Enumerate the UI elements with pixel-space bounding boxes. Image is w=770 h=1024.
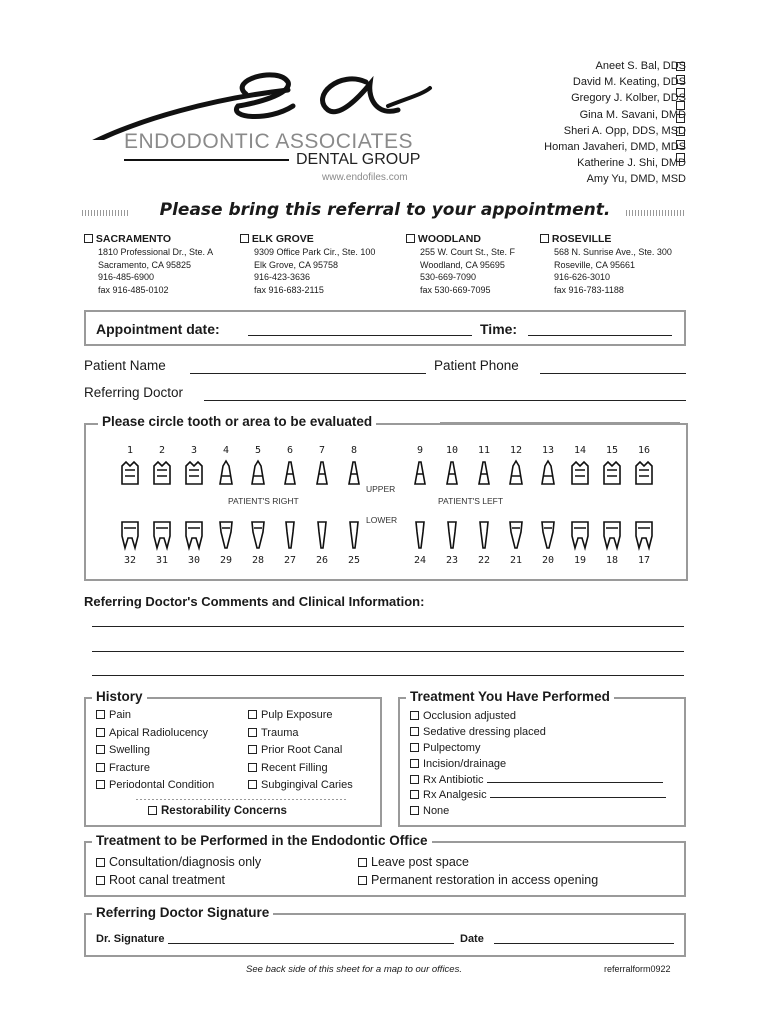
referring-doctor-field[interactable] (204, 389, 686, 401)
tooth-outline (572, 462, 588, 484)
upper-tooth-icon[interactable] (246, 458, 270, 492)
office-name: WOODLAND (417, 233, 481, 245)
tooth-number: 20 (541, 555, 555, 566)
office-line: 568 N. Sunrise Ave., Ste. 300 (554, 247, 672, 257)
treatment-performed-list (410, 710, 666, 821)
patient-name-label: Patient Name (84, 358, 166, 373)
lower-tooth-icon[interactable] (182, 518, 206, 552)
history-option: Pulp Exposure (261, 709, 333, 721)
endo-option (358, 855, 469, 869)
tooth-number: 16 (637, 445, 651, 456)
lower-label: LOWER (366, 515, 398, 525)
lower-tooth-icon[interactable] (504, 518, 528, 552)
lower-tooth-icon[interactable] (342, 518, 366, 552)
treatment-checkbox[interactable] (410, 790, 419, 799)
office-woodland (406, 232, 536, 296)
rx-antibiotic-field[interactable] (487, 774, 663, 783)
tooth-number: 9 (416, 445, 424, 456)
restorability-checkbox[interactable] (148, 806, 157, 815)
tooth-number: 29 (219, 555, 233, 566)
office-line: 1810 Professional Dr., Ste. A (98, 247, 214, 257)
tooth-outline (636, 462, 652, 484)
office-line: 916-626-3010 (554, 272, 611, 282)
referring-doctor-row (84, 385, 183, 400)
lower-tooth-icon[interactable] (310, 518, 334, 552)
comment-line[interactable] (92, 626, 684, 627)
office-line: fax 530-669-7095 (420, 284, 491, 295)
office-roseville (540, 232, 690, 296)
date-field[interactable] (494, 934, 674, 944)
history-option: Pain (109, 709, 132, 721)
tooth-outline (154, 462, 170, 484)
tooth-outline (448, 522, 456, 548)
upper-tooth-numbers (118, 445, 654, 459)
upper-tooth-icon[interactable] (536, 458, 560, 492)
history-option: Periodontal Condition (109, 779, 215, 791)
tooth-outline (286, 522, 294, 548)
office-line: fax 916-485-0102 (98, 284, 169, 295)
doctor-checkbox[interactable] (676, 140, 685, 149)
patient-left-label: PATIENT'S LEFT (438, 496, 504, 506)
upper-tooth-icon[interactable] (278, 458, 302, 492)
lower-tooth-numbers (118, 555, 654, 569)
upper-tooth-icon[interactable] (504, 458, 528, 492)
tooth-outline (447, 462, 457, 484)
doctor-name: Homan Javaheri, DMD, MDS (544, 141, 686, 154)
office-line: Elk Grove, CA 95758 (254, 259, 339, 270)
history-checkbox[interactable] (96, 728, 105, 737)
tooth-number: 11 (477, 445, 491, 456)
tooth-outline (318, 522, 326, 548)
history-option: Subgingival Caries (261, 779, 353, 791)
appointment-date-field[interactable] (248, 324, 472, 336)
tooth-number: 10 (445, 445, 459, 456)
history-checkbox[interactable] (96, 763, 105, 772)
upper-tooth-icon[interactable] (568, 458, 592, 492)
office-line: 9309 Office Park Cir., Ste. 100 (254, 247, 376, 257)
tooth-number: 21 (509, 555, 523, 566)
office-line: 255 W. Court St., Ste. F (420, 247, 516, 257)
treatment-checkbox[interactable] (410, 711, 419, 720)
dr-signature-label: Dr. Signature (96, 933, 165, 945)
tooth-outline (479, 462, 489, 484)
treatment-option: Sedative dressing placed (423, 725, 546, 738)
tooth-number: 6 (286, 445, 294, 456)
history-col-2 (248, 709, 353, 797)
upper-tooth-icon[interactable] (118, 458, 142, 492)
history-divider (136, 799, 346, 800)
dr-signature-field[interactable] (168, 934, 454, 944)
tooth-outline (349, 462, 359, 484)
tooth-number: 12 (509, 445, 523, 456)
time-field[interactable] (528, 324, 672, 336)
patient-phone-label: Patient Phone (434, 358, 519, 373)
tooth-number: 28 (251, 555, 265, 566)
history-checkbox[interactable] (96, 780, 105, 789)
endo-option (358, 873, 598, 887)
lower-tooth-icon[interactable] (600, 518, 624, 552)
treatment-checkbox[interactable] (410, 759, 419, 768)
doctor-checkbox[interactable] (676, 62, 685, 71)
restorability-option (148, 805, 287, 817)
comment-line[interactable] (92, 675, 684, 676)
tooth-number: 22 (477, 555, 491, 566)
tooth-number: 8 (350, 445, 358, 456)
doctor-name: Gregory J. Kolber, DDS (571, 92, 686, 105)
office-name: ELK GROVE (251, 233, 314, 245)
tooth-outline (186, 522, 202, 548)
tooth-outline (542, 461, 554, 484)
office-line: 916-423-3636 (254, 272, 311, 282)
tooth-number: 25 (347, 555, 361, 566)
tooth-outline (285, 462, 295, 484)
endo-option (96, 873, 225, 887)
headline: Please bring this referral to your appointment. (159, 200, 611, 220)
office-checkbox[interactable] (540, 234, 549, 243)
upper-tooth-icon[interactable] (342, 458, 366, 492)
endo-checkbox[interactable] (358, 876, 367, 885)
endo-option-label: Leave post space (371, 855, 469, 869)
history-option: Recent Filling (261, 761, 328, 774)
tooth-number: 24 (413, 555, 427, 566)
tooth-number: 5 (254, 445, 262, 456)
office-line: Sacramento, CA 95825 (98, 259, 192, 270)
endo-checkbox[interactable] (358, 858, 367, 867)
tooth-number: 4 (222, 445, 230, 456)
endo-treatment-panel (84, 841, 686, 897)
doctor-name: Aneet S. Bal, DDS (595, 60, 686, 72)
history-option: Swelling (109, 744, 150, 756)
treatment-checkbox[interactable] (410, 806, 419, 815)
comment-line[interactable] (92, 651, 684, 652)
tooth-outline (415, 462, 425, 484)
office-checkbox[interactable] (406, 234, 415, 243)
logo-group: DENTAL GROUP (296, 151, 421, 168)
history-option: Prior Root Canal (261, 744, 343, 756)
tooth-number: 14 (573, 445, 587, 456)
tooth-outline (186, 462, 202, 484)
lower-tooth-icon[interactable] (246, 518, 270, 552)
logo (78, 60, 448, 188)
history-checkbox[interactable] (248, 745, 257, 754)
doctor-checkboxes (676, 58, 685, 165)
upper-tooth-icon[interactable] (632, 458, 656, 492)
headline-rule-right (626, 210, 686, 216)
history-title: History (92, 689, 147, 704)
tooth-number: 19 (573, 555, 587, 566)
history-option: Apical Radiolucency (109, 726, 209, 739)
endo-option (96, 855, 261, 869)
treatment-option: Rx Analgesic (423, 789, 487, 802)
upper-tooth-icon[interactable] (472, 458, 496, 492)
office-checkbox[interactable] (240, 234, 249, 243)
office-line: 530-669-7090 (420, 272, 477, 282)
patient-phone-field[interactable] (540, 362, 686, 374)
tooth-outline (636, 522, 652, 548)
tooth-outline (220, 461, 232, 484)
doctor-checkbox[interactable] (676, 88, 685, 97)
office-line: fax 916-683-2115 (254, 284, 324, 295)
patient-right-label: PATIENT'S RIGHT (228, 496, 299, 506)
tooth-outline (510, 461, 522, 484)
tooth-outline (252, 461, 264, 484)
history-checkbox[interactable] (96, 745, 105, 754)
office-elk-grove (240, 232, 400, 296)
treatment-option: Incision/drainage (423, 757, 507, 770)
ea-monogram-logo (78, 60, 448, 140)
patient-name-row (84, 358, 166, 373)
history-col-1 (96, 709, 214, 797)
lower-tooth-icon[interactable] (118, 518, 142, 552)
rx-analgesic-field[interactable] (490, 789, 666, 798)
upper-label: UPPER (366, 484, 396, 494)
treatment-option: Pulpectomy (423, 741, 481, 754)
endo-option-label: Root canal treatment (109, 873, 226, 887)
tooth-outline (480, 522, 488, 548)
tooth-number: 23 (445, 555, 459, 566)
patient-phone-row (434, 358, 519, 373)
tooth-outline (252, 522, 264, 548)
doctor-name: David M. Keating, DDS (572, 76, 686, 89)
history-option: Fracture (109, 761, 150, 774)
treatment-option: Rx Antibiotic (423, 773, 484, 786)
office-line: Woodland, CA 95695 (420, 259, 505, 270)
treatment-performed-title: Treatment You Have Performed (406, 689, 614, 704)
doctor-checkbox[interactable] (676, 153, 685, 162)
signature-title: Referring Doctor Signature (92, 905, 273, 920)
history-checkbox[interactable] (96, 710, 105, 719)
treatment-checkbox[interactable] (410, 775, 419, 784)
tooth-outline (604, 462, 620, 484)
treatment-option: Occlusion adjusted (423, 710, 516, 722)
office-sacramento (84, 232, 234, 296)
tooth-outline (604, 522, 620, 548)
tooth-number: 32 (123, 555, 137, 566)
office-line: 916-485-6900 (98, 272, 155, 282)
restorability-label: Restorability Concerns (161, 805, 287, 817)
doctor-name: Amy Yu, DMD, MSD (586, 173, 686, 186)
upper-tooth-icon[interactable] (214, 458, 238, 492)
doctor-name: Sheri A. Opp, DDS, MSD (563, 124, 686, 137)
doctor-checkbox[interactable] (676, 75, 685, 84)
history-checkbox[interactable] (248, 780, 257, 789)
doctor-list (544, 58, 686, 188)
patient-name-field[interactable] (190, 362, 426, 374)
doctor-name: Katherine J. Shi, DMD (577, 157, 686, 170)
upper-tooth-icon[interactable] (600, 458, 624, 492)
history-checkbox[interactable] (248, 728, 257, 737)
lower-tooth-icon[interactable] (214, 518, 238, 552)
office-line: Roseville, CA 95661 (554, 259, 636, 270)
treatment-checkbox[interactable] (410, 743, 419, 752)
tooth-outline (350, 522, 358, 548)
referring-doctor-label: Referring Doctor (84, 385, 184, 400)
comments-title: Referring Doctor's Comments and Clinical Information: (84, 594, 425, 609)
appointment-date-label: Appointment date: (96, 321, 220, 337)
tooth-outline (542, 522, 554, 548)
doctor-checkbox[interactable] (676, 127, 685, 136)
tooth-outline (122, 462, 138, 484)
endo-treatment-title: Treatment to be Performed in the Endodontic Office (92, 833, 432, 848)
tooth-outline (154, 522, 170, 548)
treatment-checkbox[interactable] (410, 727, 419, 736)
doctor-checkbox[interactable] (676, 101, 685, 110)
tooth-number: 1 (126, 445, 134, 456)
tooth-number: 31 (155, 555, 169, 566)
tooth-number: 26 (315, 555, 329, 566)
tooth-number: 30 (187, 555, 201, 566)
tooth-outline (122, 522, 138, 548)
endo-checkbox[interactable] (96, 858, 105, 867)
lower-tooth-icon[interactable] (408, 518, 432, 552)
tooth-chart-title: Please circle tooth or area to be evaluated (98, 414, 376, 429)
lower-tooth-icon[interactable] (150, 518, 174, 552)
tooth-outline (572, 522, 588, 548)
lower-teeth (118, 518, 654, 554)
office-name: SACRAMENTO (95, 233, 171, 245)
tooth-number: 18 (605, 555, 619, 566)
office-line: fax 916-783-1188 (554, 284, 624, 295)
logo-website: www.endofiles.com (322, 172, 408, 183)
history-option: Trauma (261, 726, 299, 739)
logo-divider (124, 159, 289, 161)
upper-tooth-icon[interactable] (182, 458, 206, 492)
lower-tooth-icon[interactable] (278, 518, 302, 552)
endo-checkbox[interactable] (96, 876, 105, 885)
endo-option-label: Permanent restoration in access opening (371, 873, 599, 887)
tooth-chart-title-rule (440, 422, 680, 423)
upper-tooth-icon[interactable] (440, 458, 464, 492)
appointment-panel (84, 310, 686, 346)
doctor-name: Gina M. Savani, DMD (579, 108, 686, 121)
tooth-number: 27 (283, 555, 297, 566)
tooth-number: 3 (190, 445, 198, 456)
endo-option-label: Consultation/diagnosis only (109, 855, 262, 869)
tooth-outline (220, 522, 232, 548)
office-checkbox[interactable] (84, 234, 93, 243)
footer-note: See back side of this sheet for a map to our offices. (246, 964, 462, 975)
upper-tooth-icon[interactable] (310, 458, 334, 492)
doctor-checkbox[interactable] (676, 114, 685, 123)
tooth-number: 7 (318, 445, 326, 456)
lower-tooth-icon[interactable] (536, 518, 560, 552)
upper-tooth-icon[interactable] (150, 458, 174, 492)
tooth-outline (317, 462, 327, 484)
upper-tooth-icon[interactable] (408, 458, 432, 492)
lower-tooth-icon[interactable] (440, 518, 464, 552)
form-id: referralform0922 (604, 964, 671, 974)
history-checkbox[interactable] (248, 710, 257, 719)
logo-name: ENDODONTIC ASSOCIATES (124, 130, 413, 153)
time-label: Time: (480, 321, 518, 337)
lower-tooth-icon[interactable] (568, 518, 592, 552)
tooth-outline (416, 522, 424, 548)
treatment-option: None (423, 805, 450, 818)
tooth-number: 15 (605, 445, 619, 456)
office-name: ROSEVILLE (551, 233, 612, 245)
date-label: Date (460, 933, 484, 945)
tooth-number: 17 (637, 555, 651, 566)
tooth-number: 2 (158, 445, 166, 456)
lower-tooth-icon[interactable] (632, 518, 656, 552)
history-checkbox[interactable] (248, 763, 257, 772)
lower-tooth-icon[interactable] (472, 518, 496, 552)
tooth-number: 13 (541, 445, 555, 456)
tooth-outline (510, 522, 522, 548)
